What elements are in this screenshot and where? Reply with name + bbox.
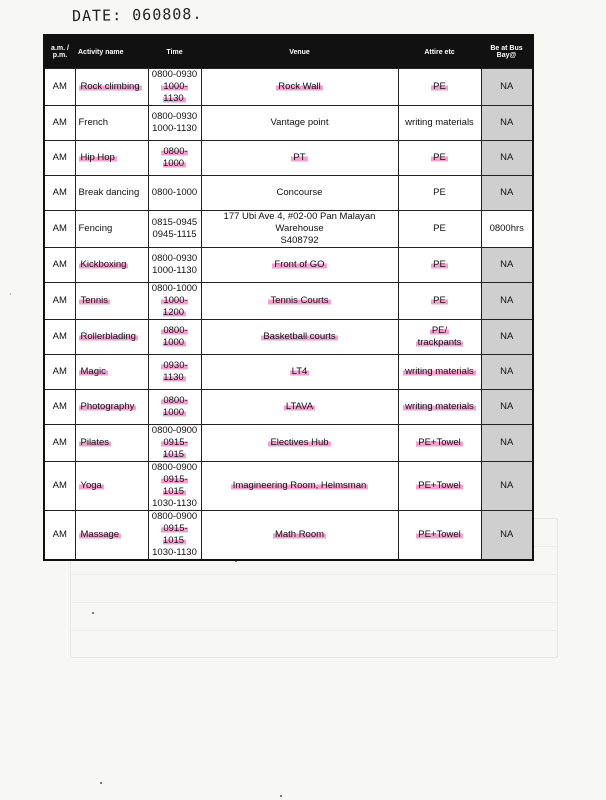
bus-bay-cell: NA [481, 425, 533, 462]
bus-bay-cell: 0800hrs [481, 211, 533, 248]
time-slot: 0800-0900 [151, 462, 198, 473]
table-row [44, 320, 533, 355]
table-row [44, 176, 533, 211]
venue-cell [201, 106, 398, 141]
venue-line: Vantage point [270, 117, 329, 128]
activity-name: Rock climbing [80, 81, 140, 92]
time-cell [148, 176, 201, 211]
attire-cell [398, 390, 481, 425]
attire-line: PE [433, 259, 446, 270]
venue-cell [201, 425, 398, 462]
bus-bay-cell: NA [481, 141, 533, 176]
attire-line: trackpants [417, 337, 462, 348]
page-speck: ⋅ [9, 290, 12, 299]
venue-line: LTAVA [285, 401, 314, 412]
time-slot: 0915-1015 [162, 474, 188, 497]
time-slot: 0800-1000 [162, 146, 188, 169]
time-cell [148, 390, 201, 425]
bus-bay-cell: NA [481, 320, 533, 355]
bus-bay-cell: NA [481, 176, 533, 211]
time-slot: 0800-1000 [151, 187, 198, 198]
attire-line: PE [433, 295, 446, 306]
activity-name: French [78, 117, 109, 128]
activity-name: Pilates [80, 437, 110, 448]
activity-name: Yoga [80, 480, 102, 491]
page-speck [100, 782, 102, 784]
activity-name: Break dancing [78, 187, 140, 198]
time-slot: 1000-1130 [163, 81, 188, 104]
venue-line: Tennis Courts [270, 295, 329, 306]
activity-name: Tennis [80, 295, 108, 306]
time-slot: 1030-1130 [152, 498, 197, 509]
time-slot: 0800-0930 [151, 253, 198, 264]
attire-line: writing materials [405, 117, 474, 128]
time-slot: 0930-1130 [163, 360, 188, 383]
venue-line: PT [293, 152, 306, 163]
bus-bay-cell: NA [481, 511, 533, 561]
table-row [44, 283, 533, 320]
attire-cell [398, 176, 481, 211]
attire-cell [398, 425, 481, 462]
header-venue: Venue [201, 35, 398, 69]
time-slot: 0800-0930 [151, 69, 198, 80]
ampm-cell: AM [44, 211, 75, 248]
venue-line: Basketball courts [263, 331, 336, 342]
activity-name: Hip Hop [80, 152, 115, 163]
table-row [44, 355, 533, 390]
time-cell [148, 425, 201, 462]
venue-cell [201, 211, 398, 248]
venue-cell [201, 141, 398, 176]
time-slot: 0800-0900 [151, 425, 198, 436]
time-cell [148, 248, 201, 283]
venue-cell [201, 69, 398, 106]
table-row [44, 141, 533, 176]
attire-cell [398, 355, 481, 390]
activity-cell [75, 69, 148, 106]
schedule-table [43, 34, 534, 561]
activity-cell [75, 141, 148, 176]
venue-cell [201, 511, 398, 561]
bus-bay-cell: NA [481, 355, 533, 390]
page-speck [280, 795, 282, 797]
time-cell [148, 141, 201, 176]
bus-bay-cell: NA [481, 106, 533, 141]
time-cell [148, 106, 201, 141]
ampm-cell: AM [44, 425, 75, 462]
table-row [44, 511, 533, 561]
venue-line: Math Room [274, 529, 325, 540]
activity-cell [75, 511, 148, 561]
bus-bay-cell: NA [481, 69, 533, 106]
bus-bay-cell: NA [481, 462, 533, 511]
attire-line: PE+Towel [418, 480, 461, 491]
activity-cell [75, 248, 148, 283]
attire-cell [398, 211, 481, 248]
activity-name: Magic [80, 366, 106, 377]
time-slot: 0800-1000 [162, 395, 188, 418]
ampm-cell: AM [44, 511, 75, 561]
header-time: Time [148, 35, 201, 69]
ampm-cell: AM [44, 355, 75, 390]
activity-cell [75, 462, 148, 511]
attire-line: PE/ [431, 325, 448, 336]
attire-line: PE [433, 81, 446, 92]
ampm-cell: AM [44, 106, 75, 141]
venue-line: Warehouse [275, 223, 324, 234]
header-row [44, 35, 533, 69]
venue-line: Rock Wall [278, 81, 321, 92]
page-speck [92, 612, 94, 614]
time-slot: 1030-1130 [152, 547, 197, 558]
activity-name: Photography [80, 401, 135, 412]
header-attire: Attire etc [398, 35, 481, 69]
attire-cell [398, 141, 481, 176]
attire-line: PE [433, 223, 446, 234]
ampm-cell: AM [44, 320, 75, 355]
time-slot: 0800-1000 [162, 325, 188, 348]
venue-line: Electives Hub [270, 437, 329, 448]
activity-cell [75, 283, 148, 320]
ampm-cell: AM [44, 390, 75, 425]
time-slot: 1000-1200 [162, 295, 188, 318]
activity-cell [75, 390, 148, 425]
attire-line: PE [433, 187, 446, 198]
time-cell [148, 211, 201, 248]
table-row [44, 425, 533, 462]
activity-name: Rollerblading [80, 331, 136, 342]
activity-name: Massage [80, 529, 120, 540]
table-row [44, 106, 533, 141]
venue-line: Concourse [276, 187, 323, 198]
venue-cell [201, 355, 398, 390]
bus-bay-cell: NA [481, 390, 533, 425]
attire-cell [398, 106, 481, 141]
activity-cell [75, 106, 148, 141]
time-slot: 1000-1130 [152, 123, 197, 134]
time-slot: 0815-0945 [151, 217, 198, 228]
time-slot: 0915-1015 [162, 437, 188, 460]
attire-line: PE+Towel [418, 529, 461, 540]
time-cell [148, 462, 201, 511]
venue-cell [201, 248, 398, 283]
time-cell [148, 511, 201, 561]
time-slot: 0945-1115 [152, 229, 197, 240]
table-row [44, 390, 533, 425]
ampm-cell: AM [44, 141, 75, 176]
venue-cell [201, 390, 398, 425]
venue-line: Imagineering Room, Helmsman [232, 480, 367, 491]
time-slot: 0800-0900 [151, 511, 198, 522]
venue-line: S408792 [280, 235, 319, 246]
table-row [44, 69, 533, 106]
activity-cell [75, 355, 148, 390]
ampm-cell: AM [44, 69, 75, 106]
venue-cell [201, 283, 398, 320]
venue-cell [201, 462, 398, 511]
venue-line: LT4 [291, 366, 308, 377]
handwritten-date: DATE: 060808. [71, 4, 203, 26]
header-activity: Activity name [75, 35, 148, 69]
attire-line: writing materials [405, 401, 474, 412]
activity-name: Fencing [78, 223, 113, 234]
ampm-cell: AM [44, 283, 75, 320]
attire-cell [398, 69, 481, 106]
time-cell [148, 69, 201, 106]
time-slot: 1000-1130 [152, 265, 197, 276]
table-row [44, 462, 533, 511]
attire-cell [398, 248, 481, 283]
activity-cell [75, 425, 148, 462]
time-slot: 0915-1015 [162, 523, 188, 546]
ampm-cell: AM [44, 462, 75, 511]
attire-cell [398, 462, 481, 511]
header-bus-bay: Be at Bus Bay@ [481, 35, 533, 69]
attire-line: writing materials [405, 366, 474, 377]
ampm-cell: AM [44, 176, 75, 211]
table-row [44, 248, 533, 283]
time-cell [148, 355, 201, 390]
time-cell [148, 320, 201, 355]
table-row [44, 211, 533, 248]
header-ampm: a.m. / p.m. [44, 35, 75, 69]
venue-line: 177 Ubi Ave 4, #02-00 Pan Malayan [223, 211, 376, 222]
activity-cell [75, 320, 148, 355]
activity-name: Kickboxing [80, 259, 127, 270]
activity-cell [75, 211, 148, 248]
attire-line: PE+Towel [418, 437, 461, 448]
venue-cell [201, 176, 398, 211]
venue-line: Front of GO [274, 259, 325, 270]
attire-cell [398, 283, 481, 320]
attire-cell [398, 511, 481, 561]
activity-cell [75, 176, 148, 211]
bus-bay-cell: NA [481, 248, 533, 283]
venue-cell [201, 320, 398, 355]
time-cell [148, 283, 201, 320]
time-slot: 0800-1000 [151, 283, 198, 294]
attire-line: PE [433, 152, 446, 163]
attire-cell [398, 320, 481, 355]
bus-bay-cell: NA [481, 283, 533, 320]
ampm-cell: AM [44, 248, 75, 283]
time-slot: 0800-0930 [151, 111, 198, 122]
